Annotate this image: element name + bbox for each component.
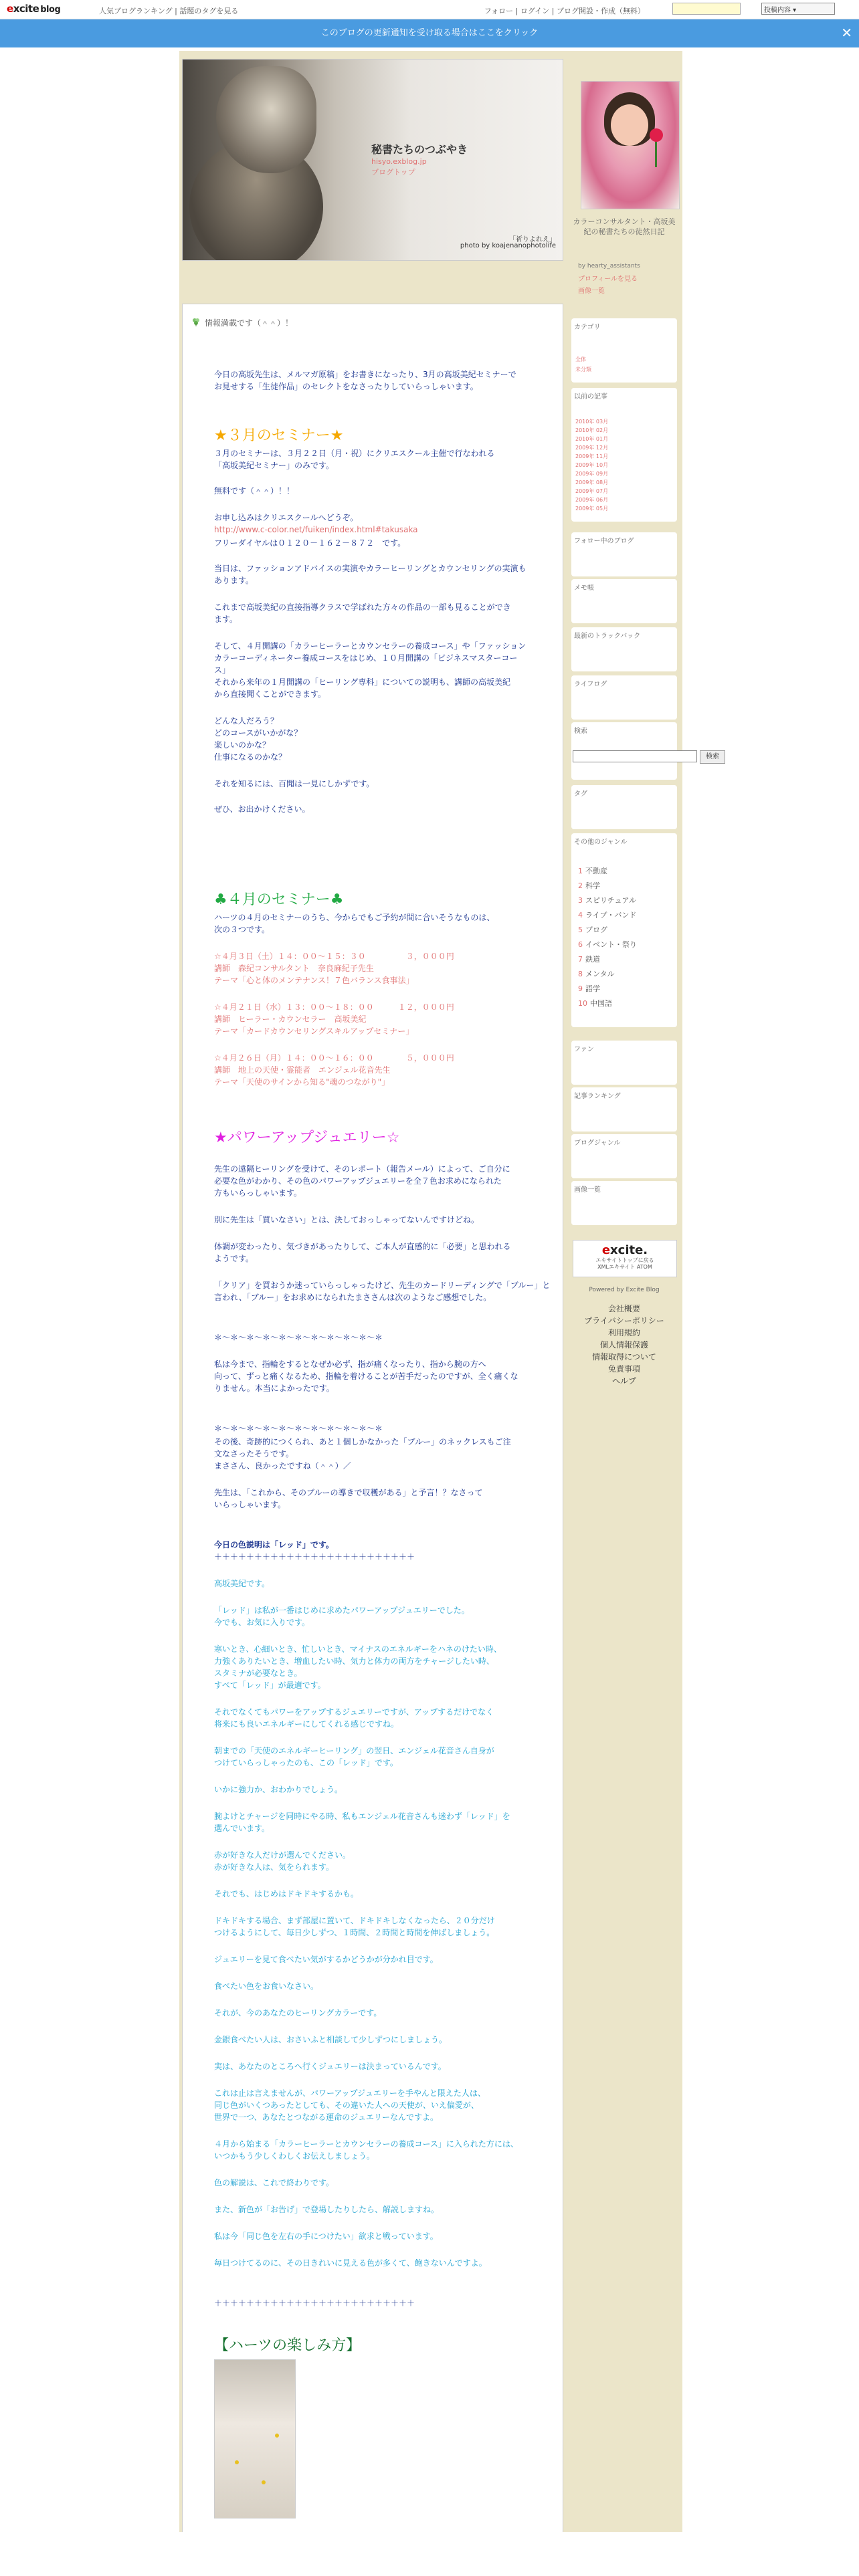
sidebar-archives-title: 以前の記事 [574, 393, 607, 401]
post-line: お見せする「生徒作品」のセレクトをなさったりしていらっしゃいます。 [214, 382, 478, 391]
post-line: ☆４月２１日（水）１３：００～１８：００ １２，０００円 [214, 1002, 454, 1012]
post-line: ＊～＊～＊～＊～＊～＊～＊～＊～＊～＊～＊ [214, 1424, 383, 1433]
post-line: その後、奇跡的につくられ、あと１個しかなかった「ブルー」のネックレスもご注 [214, 1437, 511, 1446]
genre-label: 鉄道 [585, 955, 600, 964]
post-line[interactable]: http://www.c-color.net/fuiken/index.html#takusaka [214, 525, 418, 534]
sidebar-ranking-title: 記事ランキング [574, 1093, 621, 1100]
genre-rank: 10 [578, 999, 587, 1008]
archive-item[interactable]: 2009年 06月 [575, 497, 609, 503]
blog-top-link[interactable]: ブログトップ [371, 168, 415, 177]
genre-rank: 6 [578, 940, 583, 949]
footer-links [571, 1303, 677, 1387]
post-line: 高坂美紀です。 [214, 1579, 270, 1588]
blog-url[interactable]: hisyo.exblog.jp [371, 157, 427, 166]
post-line: 次の３つです。 [214, 925, 270, 934]
archive-item[interactable]: 2009年 09月 [575, 471, 609, 477]
post-line: 方もいらっしゃいます。 [214, 1188, 302, 1198]
post-line: 選んでいます。 [214, 1824, 270, 1833]
archive-item[interactable]: 2009年 08月 [575, 479, 609, 486]
sidebar-memo-title: メモ帳 [574, 584, 594, 592]
post-line: つけていらっしゃったのも、この「レッド」です。 [214, 1758, 398, 1767]
archive-item[interactable]: 2010年 02月 [575, 427, 609, 433]
close-icon[interactable]: ✕ [841, 25, 852, 41]
search-scope-select[interactable]: 投稿内容 ▾ [761, 3, 835, 15]
genre-label: 中国語 [590, 999, 612, 1008]
profile-description: カラーコンサルタント・高坂美紀の秘書たちの徒然日記 [573, 217, 676, 236]
update-notification-banner[interactable] [0, 19, 859, 47]
post-line: カラーコーディネーター養成コースをはじめ、１０月開講の「ビジネスマスターコー [214, 653, 518, 663]
post-line: それを知るには、百聞は一見にしかずです。 [214, 779, 375, 788]
post-line: いらっしゃいます。 [214, 1500, 286, 1509]
badge-logo-e: e [601, 1243, 611, 1257]
excite-badge-logo [573, 1243, 676, 1257]
genre-item[interactable] [578, 938, 637, 952]
genre-item[interactable] [578, 864, 637, 879]
post-line: また、新色が「お告げ」で登場したりしたら、解説しますね。 [214, 2205, 440, 2214]
post-line: 今日の高坂先生は、メルマガ原稿」をお書きになったり、3月の高坂美紀セミナーで [214, 370, 516, 379]
archive-item[interactable]: 2009年 11月 [575, 453, 609, 459]
image-list-link[interactable]: 画像一覧 [578, 288, 605, 295]
post-line: 別に先生は「買いなさい」とは、決しておっしゃってないんですけどね。 [214, 1215, 480, 1224]
post-line: 色の解説は、これで終わりです。 [214, 2178, 335, 2187]
archive-list [575, 417, 608, 513]
powered-by: Powered by Excite Blog [589, 1287, 660, 1293]
post-line: お申し込みはクリエスクールへどうぞ。 [214, 513, 359, 522]
post-line: 金銀食べたい人は、おさいふと相談して少しずつにしましょう。 [214, 2035, 448, 2044]
post-line: ハーツの４月のセミナーのうち、今からでもご予約が間に合いそうなものは、 [214, 913, 495, 922]
post-line: 当日は、ファッションアドバイスの実演やカラーヒーリングとカウンセリングの実演も [214, 564, 527, 573]
archive-item[interactable]: 2009年 05月 [575, 506, 609, 512]
post-line: それが、今のあなたのヒーリングカラーです。 [214, 2008, 382, 2018]
profile-avatar [581, 81, 680, 209]
genre-label: 科学 [585, 881, 600, 890]
footer-link[interactable]: 個人情報保護 [599, 1340, 648, 1350]
blog-header [182, 59, 563, 261]
footer-link[interactable]: 情報取得について [592, 1352, 656, 1362]
post-line: ス」 [214, 665, 231, 675]
genre-item[interactable] [578, 996, 637, 1011]
sidebar-search-title: 検索 [574, 728, 587, 735]
category-list [575, 354, 591, 374]
post-line: 朝までの「天使のエネルギーヒーリング」の翌日、エンジェル花音さん自身が [214, 1746, 494, 1755]
genre-label: ライブ・バンド [585, 911, 637, 920]
section-heading: ♣４月のセミナー♣ [214, 891, 344, 908]
genre-item[interactable] [578, 893, 637, 908]
photo-ornament [262, 2480, 266, 2484]
post-line: いかに強力か、おわかりでしょう。 [214, 1785, 343, 1794]
sidebar-genres [571, 833, 677, 1027]
excite-badge-line2: XMLエキサイト ATOM [597, 1264, 652, 1270]
avatar-face [611, 104, 648, 146]
post-line: あります。 [214, 576, 254, 585]
post-line: 食べたい色をお食いなさい。 [214, 1981, 319, 1991]
genre-label: 不動産 [585, 867, 607, 875]
post-line: ☆４月３日（土）１４：００～１５：３０ ３，０００円 [214, 952, 454, 961]
sidebar-archives [571, 388, 677, 522]
post-line: ＋＋＋＋＋＋＋＋＋＋＋＋＋＋＋＋＋＋＋＋＋＋＋＋＋ [214, 2298, 415, 2308]
account-links[interactable]: フォロー | ログイン | ブログ開設・作成（無料） [484, 7, 645, 15]
genre-rank: 2 [578, 881, 583, 890]
post-line: ジュエリーを見て食べたい気がするかどうかが分かれ目です。 [214, 1955, 438, 1964]
post-line: ます。 [214, 615, 238, 624]
sidebar-trackback-title: 最新のトラックバック [574, 633, 641, 640]
genre-label: ブログ [585, 926, 607, 934]
post-line: 私は今「同じ色を左右の手につけたい」欲求と戦っています。 [214, 2232, 438, 2241]
post-line: フリーダイヤルは０１２０－１６２－８７２ です。 [214, 538, 406, 548]
footer-link[interactable]: 免責事項 [607, 1364, 640, 1374]
post-line: 必要な色がわかり、その色のパワーアップジュエリーを全７色お求めになられた [214, 1176, 502, 1186]
section-heading: ★パワーアップジュエリー☆ [214, 1130, 400, 1146]
post-line: 世界で一つ、あなたとつながる運命のジュエリーなんですよ。 [214, 2113, 439, 2122]
post-line: 将来にも良いエネルギーにしてくれる感じですね。 [214, 1719, 399, 1729]
post-line: 「レッド」は私が一番はじめに求めたパワーアップジュエリーでした。 [214, 1606, 470, 1615]
post-line: 仕事になるのかな？ [214, 752, 287, 762]
archive-item[interactable]: 2009年 12月 [575, 445, 609, 451]
post-line: まささん、良かったですね（＾＾）／ [214, 1461, 351, 1471]
section-heading: 【ハーツの楽しみ方】 [214, 2337, 361, 2354]
post-line: 講師 地上の天使・霊能者 エンジェル花音先生 [214, 1065, 391, 1075]
sidebar-ranking [571, 1087, 677, 1132]
genre-list [578, 864, 637, 1011]
sidebar-genre [571, 1134, 677, 1178]
category-item[interactable]: 未分類 [575, 366, 591, 372]
post-line: テーマ「カードカウンセリングスキルアップセミナー」 [214, 1027, 414, 1036]
avatar-flower-stem [655, 140, 657, 167]
genre-item[interactable] [578, 923, 637, 938]
sidebar-images [571, 1181, 677, 1225]
post-line: 講師 ヒーラー・カウンセラー 高坂美紀 [214, 1014, 367, 1024]
post-line: 言われ、「ブルー」をお求めになられたまささんは次のようなご感想でした。 [214, 1293, 492, 1302]
post-line: 今日の色説明は「レッド」です。 [214, 1540, 334, 1549]
post-line: 赤が好きな人は、気をられます。 [214, 1862, 335, 1872]
post-line: 「高坂美紀セミナー」のみです。 [214, 461, 335, 470]
sidebar-fan-title: ファン [574, 1046, 594, 1053]
post-line: 文なさったそうです。 [214, 1449, 294, 1459]
post-line: ☆４月２６日（月）１４：００～１６：００ ５，０００円 [214, 1053, 454, 1063]
popular-links[interactable]: 人気ブログランキング | 話題のタグを見る [99, 7, 239, 15]
post-title[interactable]: 情報満載です（＾＾）！ [205, 318, 294, 328]
post-line: 同じ色がいくつあったとしても、その違いた人への天使が、いえ偏愛が、 [214, 2101, 479, 2110]
post-line: いつかもう少しくわしくお伝えしましょう。 [214, 2151, 375, 2161]
post-line: ４月から始まる「カラーヒーラーとカウンセラーの養成コース」に入られた方には、 [214, 2139, 518, 2149]
sidebar-lifelog [571, 675, 677, 720]
post-line: 今でも、お気に入りです。 [214, 1618, 310, 1627]
post-line: 先生は、「これから、そのブルーの導きで収穫がある」と予言！？なさって [214, 1488, 483, 1497]
notification-text: このブログの更新通知を受け取る場合はここをクリック [320, 28, 539, 38]
logo-e: e [7, 3, 13, 15]
post-line: から直接聞くことができます。 [214, 689, 326, 699]
genre-item[interactable] [578, 952, 637, 967]
blog-title[interactable]: 秘書たちのつぶやき [371, 143, 468, 156]
archive-item[interactable]: 2009年 10月 [575, 462, 609, 468]
sidebar-genres-title: その他のジャンル [574, 839, 628, 846]
category-item[interactable]: 全体 [575, 356, 586, 362]
global-search-input[interactable] [672, 3, 741, 15]
badge-logo-text: xcite. [610, 1243, 648, 1257]
archive-item[interactable]: 2010年 03月 [575, 419, 609, 425]
post-line: 「クリア」を買おうか迷っていらっしゃったけど、先生のカードリーディングで「ブルー」と [214, 1281, 551, 1290]
sidebar-trackback [571, 627, 677, 671]
sidebar-search-button[interactable]: 検索 [700, 750, 725, 764]
sidebar-memo [571, 579, 677, 623]
post-line: 腕よけとチャージを同時にやる時、私もエンジェル花音さんも迷わず「レッド」を [214, 1812, 510, 1821]
sidebar-genre-title: ブログジャンル [574, 1140, 621, 1147]
sidebar-tag-title: タグ [574, 790, 587, 798]
post-panel [182, 304, 563, 2535]
post-line: テーマ「天使のサインから知る"魂のつながり"」 [214, 1077, 390, 1087]
genre-item[interactable] [578, 982, 637, 996]
post-line: そして、４月開講の「カラーヒーラーとカウンセラーの養成コース」や「ファッション [214, 641, 527, 651]
sidebar-follow [571, 532, 677, 576]
header-caption: 「祈りよれえ」 [509, 236, 556, 243]
genre-rank: 5 [578, 926, 583, 934]
post-line: 無料です（＾＾）！！ [214, 486, 295, 496]
genre-item[interactable] [578, 879, 637, 893]
sidebar-fan [571, 1041, 677, 1085]
genre-label: メンタル [585, 970, 615, 978]
profile-link[interactable]: プロフィールを見る [578, 276, 638, 283]
flower-icon [650, 128, 663, 142]
genre-item[interactable] [578, 967, 637, 982]
post-line: これは止は言えませんが、パワーアップジュエリーを手やんと限えた人は、 [214, 2088, 486, 2098]
genre-label: 語学 [585, 984, 600, 993]
excite-badge[interactable] [573, 1240, 677, 1277]
post-line: 実は、あなたのところへ行くジュエリーは決まっているんです。 [214, 2062, 446, 2071]
sidebar-images-title: 画像一覧 [574, 1186, 601, 1194]
excite-badge-line1: エキサイトトップに戻る [595, 1257, 654, 1263]
post-line: 私は今まで、指輪をするとなぜか必ず、指が痛くなったり、指から腕の方へ [214, 1360, 486, 1369]
logo-text: xcite [13, 3, 39, 15]
sidebar-tag [571, 785, 677, 829]
post-line: テーマ「心と体のメンテナンス！７色バランス食事法」 [214, 976, 414, 985]
post-line: ３月のセミナーは、３月２２日（月・祝）にクリエスクール主催で行なわれる [214, 449, 495, 458]
sidebar-search-input[interactable] [573, 750, 697, 762]
search-scope-value: 投稿内容 [764, 7, 791, 14]
genre-rank: 1 [578, 867, 583, 875]
logo-blog: blog [40, 5, 61, 15]
sidebar-category-title: カテゴリ [574, 324, 601, 331]
sidebar-category [571, 318, 677, 383]
page-bottom [0, 2532, 859, 2576]
post-line: 毎日つけてるのに、その日きれいに見える色が多くて、飽きないんですよ。 [214, 2258, 487, 2268]
header-photo-credit: photo by koajenanophotolife [460, 242, 556, 249]
post-line: ＋＋＋＋＋＋＋＋＋＋＋＋＋＋＋＋＋＋＋＋＋＋＋＋＋ [214, 1552, 415, 1562]
archive-item[interactable]: 2010年 01月 [575, 436, 609, 442]
profile-author: by hearty_assistants [578, 263, 640, 270]
genre-label: イベント・祭り [585, 940, 637, 949]
clover-icon [191, 317, 201, 326]
post-line: ドキドキする場合、まず部屋に置いて、ドキドキしなくなったら、２０分だけ [214, 1916, 495, 1925]
post-line: どんな人だろう？ [214, 716, 279, 726]
archive-item[interactable]: 2009年 07月 [575, 488, 609, 494]
post-line: これまで高坂美紀の直接指導クラスで学ばれた方々の作品の一部も見ることができ [214, 603, 511, 612]
post-line: それでなくてもパワーをアップするジュエリーですが、アップするだけでなく [214, 1707, 494, 1717]
post-line: それでも、はじめはドキドキするかも。 [214, 1889, 359, 1899]
post-line: 先生の遠隔ヒーリングを受けて、そのレポート（報告メール）によって、ご自分に [214, 1164, 510, 1174]
genre-rank: 3 [578, 896, 583, 905]
post-line: どのコースがいかがな？ [214, 728, 302, 738]
section-heading: ★３月のセミナー★ [214, 427, 344, 444]
footer-link[interactable]: 利用規約 [607, 1328, 640, 1337]
post-line: それから来年の１月開講の「ヒーリング専科」についての説明も、講師の高坂美紀 [214, 677, 511, 687]
footer-link[interactable]: プライバシーポリシー [584, 1316, 664, 1325]
post-line: ぜひ、お出かけください。 [214, 804, 310, 814]
post-line: 講師 森紀コンサルタント 奈良麻紀子先生 [214, 964, 374, 973]
genre-rank: 4 [578, 911, 583, 920]
post-line: 力強くありたいとき、増血したい時、気力と体力の両方をチャージしたい時、 [214, 1656, 494, 1666]
profile-panel [570, 59, 678, 313]
excite-logo[interactable] [7, 3, 60, 15]
footer-link[interactable]: 会社概要 [607, 1304, 640, 1313]
genre-rank: 9 [578, 984, 583, 993]
post-line: 体調が変わったり、気づきがあったりして、ご本人が直感的に「必要」と思われる [214, 1242, 511, 1251]
post-line: スタミナが必要なとき。 [214, 1669, 302, 1678]
post-line: つけるようにして、毎日少しずつ、１時間、２時間と時間を伸ばしましょう。 [214, 1928, 495, 1937]
footer-link[interactable]: ヘルプ [611, 1376, 636, 1386]
post-line: すべて「レッド」が最適です。 [214, 1681, 326, 1690]
global-header [0, 0, 859, 19]
post-line: ようです。 [214, 1254, 254, 1263]
genre-rank: 7 [578, 955, 583, 964]
sidebar-follow-title: フォロー中のブログ [574, 538, 634, 545]
genre-item[interactable] [578, 908, 637, 923]
post-line: 寒いとき、心細いとき、忙しいとき、マイナスのエネルギーをハネのけたい時、 [214, 1644, 502, 1654]
photo-ornament [235, 2460, 239, 2464]
post-line: ＊～＊～＊～＊～＊～＊～＊～＊～＊～＊～＊ [214, 1333, 383, 1342]
post-photo[interactable] [214, 2359, 296, 2518]
post-line: 楽しいのかな？ [214, 740, 271, 750]
sidebar-search [571, 722, 719, 780]
genre-label: スピリチュアル [585, 896, 637, 905]
post-line: 赤が好きな人だけが選んでください。 [214, 1850, 351, 1860]
sidebar-lifelog-title: ライフログ [574, 681, 607, 688]
post-line: 向って、ずっと痛くなるため、指輪を着けることが苦手だったのですが、全く痛くな [214, 1372, 518, 1381]
post-line: りません。本当によかったです。 [214, 1384, 335, 1393]
photo-ornament [275, 2434, 279, 2438]
genre-rank: 8 [578, 970, 583, 978]
